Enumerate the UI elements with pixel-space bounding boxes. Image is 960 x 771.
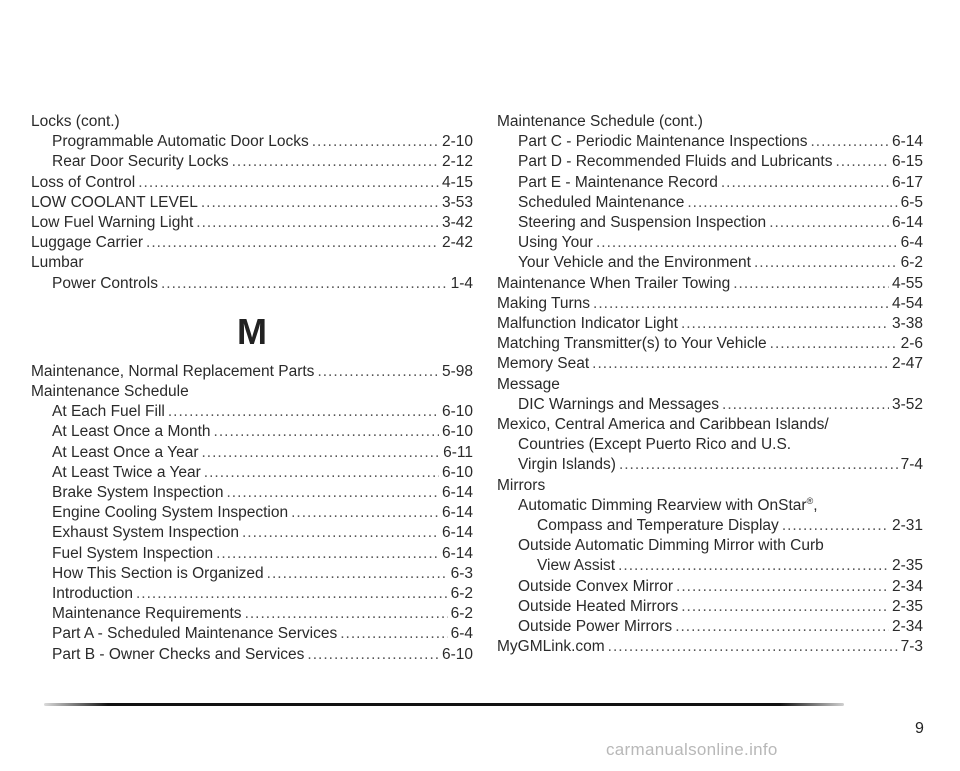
index-entry [497,354,923,374]
index-entry-label: Low Fuel Warning Light [31,214,194,232]
index-entry-label: Outside Power Mirrors [518,618,673,636]
index-entry-label: LOW COOLANT LEVEL [31,193,198,211]
dot-leader [676,577,889,597]
index-entry [31,483,473,503]
dot-leader [196,213,439,233]
index-entry-page: 6-14 [891,214,923,232]
index-entry [31,584,473,604]
index-column-left [31,112,473,665]
index-entry-label: Outside Heated Mirrors [518,597,679,615]
dot-leader [202,443,441,463]
index-entry [497,233,923,253]
index-entry-label: Outside Convex Mirror [518,577,674,595]
dot-leader [687,193,897,213]
index-entry-page: 1-4 [450,274,473,292]
index-entry-label: Maintenance, Normal Replacement Parts [31,362,315,380]
index-entry-page: 4-55 [891,274,923,292]
index-entry [31,443,473,463]
index-entry [497,253,923,273]
index-entry-label: Rear Door Security Locks [52,153,229,171]
index-entry [497,193,923,213]
index-entry [31,604,473,624]
dot-leader [754,253,898,273]
index-entry-label: Part A - Scheduled Maintenance Services [52,625,338,643]
footer-rule [44,703,844,706]
dot-leader [721,173,889,193]
index-entry-label: Brake System Inspection [52,484,224,502]
index-entry [497,294,923,314]
index-column-right [497,112,923,657]
dot-leader [782,516,889,536]
dot-leader [681,314,889,334]
index-entry-label: At Least Once a Month [52,423,211,441]
index-entry [497,173,923,193]
index-entry-page: 6-17 [891,173,923,191]
index-entry [31,132,473,152]
index-entry-label: Part E - Maintenance Record [518,173,718,191]
index-entry [497,597,923,617]
dot-leader [312,132,439,152]
index-entry [31,382,473,402]
index-entry-page: 6-11 [443,443,473,461]
dot-leader [810,132,888,152]
index-entry-label: Engine Cooling System Inspection [52,504,289,522]
index-entry [497,496,923,516]
dot-leader [161,274,448,294]
dot-leader [242,523,439,543]
index-entry-label: Fuel System Inspection [52,544,214,562]
dot-leader [267,564,448,584]
index-entry-label: Part C - Periodic Maintenance Inspections [518,133,808,151]
dot-leader [675,617,889,637]
index-entry-label: Scheduled Maintenance [518,193,685,211]
index-entry [497,375,923,395]
page-number: 9 [915,720,924,737]
dot-leader [214,422,439,442]
index-entry-page: 2-34 [891,618,923,636]
index-entry-label: Using Your [518,234,593,252]
dot-leader [733,274,889,294]
index-entry-label: Part B - Owner Checks and Services [52,645,305,663]
index-entry-page: 3-52 [891,395,923,413]
index-entry-page: 6-14 [441,484,473,502]
index-entry-page: 6-14 [441,504,473,522]
index-entry-label: Automatic Dimming Rearview with OnStar [518,496,807,514]
dot-leader [138,173,439,193]
index-entry-page: 6-2 [450,605,473,623]
index-entry-page: 6-10 [441,645,473,663]
index-entry [497,314,923,334]
index-entry [497,617,923,637]
index-entry [31,193,473,213]
index-entry [497,112,923,132]
dot-leader [146,233,439,253]
dot-leader [317,362,439,382]
dot-leader [619,455,898,475]
index-entry [31,274,473,294]
index-entry-page: 3-53 [441,193,473,211]
index-entry-page: 4-54 [891,294,923,312]
index-entry [31,213,473,233]
watermark-text: carmanualsonline.info [606,740,778,759]
index-entry [31,112,473,132]
index-entry [31,402,473,422]
index-entry [497,455,923,475]
index-entry-label: Power Controls [52,274,158,292]
index-entry [31,233,473,253]
index-entry-page: 6-14 [441,524,473,542]
index-entry-page: 6-3 [450,564,473,582]
index-entry-label: Message [497,375,560,393]
index-entry [497,556,923,576]
dot-leader [307,645,439,665]
index-entry-page: 2-35 [891,597,923,615]
index-entry-label: MyGMLink.com [497,638,605,656]
dot-leader [618,556,889,576]
dot-leader [340,624,447,644]
dot-leader [681,597,889,617]
index-entry [31,645,473,665]
index-entry [31,173,473,193]
index-entry [31,564,473,584]
index-entry-page: 6-4 [450,625,473,643]
index-entry-label: Locks (cont.) [31,113,120,130]
dot-leader [226,483,439,503]
index-entry-page: 6-2 [450,585,473,603]
index-entry-label: Programmable Automatic Door Locks [52,133,309,151]
index-entry-label: Loss of Control [31,173,136,191]
index-entry-page: 2-31 [891,517,923,535]
index-entry-page: 6-10 [441,423,473,441]
index-entry-label: At Each Fuel Fill [52,403,165,421]
index-entry-page: 5-98 [441,362,473,380]
dot-leader [835,152,889,172]
index-entry-page: 3-38 [891,315,923,333]
index-entry-label: View Assist [537,557,616,575]
index-entry-page: 7-4 [900,456,923,474]
index-entry-page: 4-15 [441,173,473,191]
index-entry-label: Maintenance Requirements [52,605,242,623]
dot-leader [592,354,889,374]
index-entry-page: 2-47 [891,355,923,373]
index-group-m [31,362,473,665]
index-entry-label: Matching Transmitter(s) to Your Vehicle [497,335,767,353]
dot-leader [608,637,898,657]
index-entry [31,523,473,543]
index-entry-page: 2-35 [891,557,923,575]
index-entry-label: Exhaust System Inspection [52,524,239,542]
index-entry [497,152,923,172]
index-entry-label: Virgin Islands) [518,456,616,474]
index-group-l [31,112,473,294]
index-group-m-cont [497,112,923,657]
index-entry-label: Compass and Temperature Display [537,517,779,535]
index-entry-label: Luggage Carrier [31,234,144,252]
dot-leader [593,294,889,314]
index-entry [497,577,923,597]
index-entry [31,422,473,442]
index-entry-label: At Least Twice a Year [52,463,201,481]
index-entry-suffix: , [813,496,818,514]
index-entry-label: Countries (Except Puerto Rico and U.S. [518,436,792,454]
dot-leader [722,395,889,415]
index-entry [497,213,923,233]
dot-leader [232,152,439,172]
dot-leader [201,193,439,213]
index-entry-page: 6-15 [891,153,923,171]
index-entry-label: Lumbar [31,254,84,272]
index-entry-label: Introduction [52,585,133,603]
index-entry-page: 6-10 [441,403,473,421]
index-entry-label: Maintenance When Trailer Towing [497,274,731,292]
index-entry-page: 2-34 [891,577,923,595]
index-entry-label: At Least Once a Year [52,443,199,461]
index-entry-label: DIC Warnings and Messages [518,395,720,413]
index-entry [31,463,473,483]
dot-leader [204,463,439,483]
index-entry-label: Maintenance Schedule [31,383,189,401]
index-entry-label: Your Vehicle and the Environment [518,254,751,272]
index-entry [497,274,923,294]
index-entry-page: 2-42 [441,234,473,252]
index-entry-label: Malfunction Indicator Light [497,315,678,333]
dot-leader [596,233,898,253]
section-letter-heading: M [237,310,267,352]
index-entry-page: 6-4 [900,234,923,252]
dot-leader [216,544,439,564]
index-entry [497,415,923,435]
dot-leader [136,584,448,604]
dot-leader [168,402,439,422]
index-entry [497,536,923,556]
index-entry-label: How This Section is Organized [52,564,264,582]
index-entry-page: 6-2 [900,254,923,272]
dot-leader [769,213,889,233]
index-entry [31,362,473,382]
index-entry [31,624,473,644]
index-entry-page: 3-42 [441,214,473,232]
index-entry-page: 6-14 [441,544,473,562]
index-entry [497,395,923,415]
dot-leader [245,604,448,624]
index-entry [31,544,473,564]
index-entry [497,334,923,354]
index-entry-page: 2-10 [441,133,473,151]
dot-leader [291,503,439,523]
index-entry-page: 6-10 [441,463,473,481]
index-entry-page: 6-5 [900,193,923,211]
dot-leader [770,334,898,354]
index-entry [497,637,923,657]
index-entry [497,132,923,152]
index-entry-page: 2-12 [441,153,473,171]
index-entry [497,476,923,496]
index-entry-label: Part D - Recommended Fluids and Lubricants [518,153,833,171]
index-entry-label: Outside Automatic Dimming Mirror with Curb [518,537,824,555]
index-entry [497,435,923,455]
registered-mark: ® [806,495,814,506]
index-entry [31,253,473,273]
index-entry-page: 2-6 [900,335,923,353]
index-entry-label: Mirrors [497,476,546,494]
index-entry-page: 7-3 [900,638,923,656]
index-entry [31,503,473,523]
index-entry-page: 6-14 [891,133,923,151]
index-entry-label: Maintenance Schedule (cont.) [497,113,703,130]
index-entry [497,516,923,536]
index-entry-label: Making Turns [497,294,591,312]
index-entry-label: Steering and Suspension Inspection [518,214,767,232]
index-entry [31,152,473,172]
index-entry-label: Mexico, Central America and Caribbean Islands/ [497,416,829,434]
index-entry-label: Memory Seat [497,355,590,373]
